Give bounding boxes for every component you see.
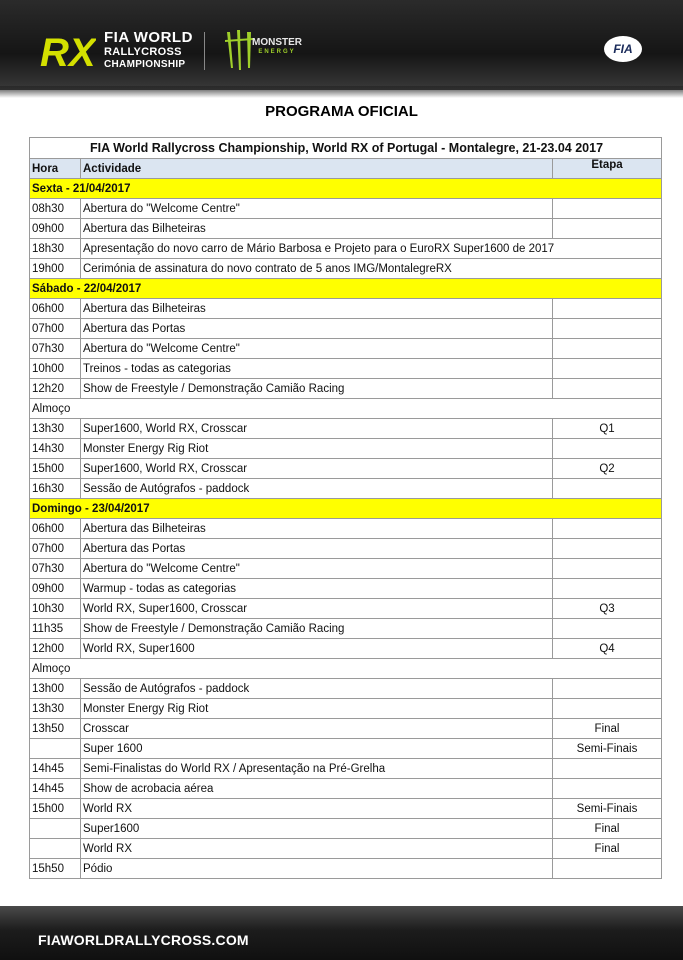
sponsor-sub: ENERGY [258,49,296,55]
hora-cell: 10h30 [30,599,81,619]
wordmark-line3: CHAMPIONSHIP [104,59,186,70]
table-row [30,679,662,699]
etapa-cell [553,379,662,399]
rx-logo-mark: RX [40,31,96,70]
monster-claw-icon [222,28,256,72]
column-header-row [30,159,662,179]
etapa-cell [553,199,662,219]
hora-cell: 08h30 [30,199,81,219]
hora-cell: 13h30 [30,699,81,719]
etapa-cell [553,339,662,359]
table-row [30,379,662,399]
actividade-cell: Warmup - todas as categorias [81,579,553,599]
hora-cell: 13h30 [30,419,81,439]
actividade-cell: Abertura do "Welcome Centre" [81,339,553,359]
schedule-table [29,137,662,879]
actividade-cell: Abertura das Bilheteiras [81,299,553,319]
etapa-cell [553,559,662,579]
day-header-row [30,279,662,299]
day-header-row [30,499,662,519]
actividade-cell: Show de Freestyle / Demonstração Camião Racing [81,619,553,639]
table-row [30,599,662,619]
etapa-cell [553,359,662,379]
hora-cell [30,819,81,839]
etapa-cell [553,539,662,559]
table-row [30,759,662,779]
hora-cell [30,739,81,759]
table-row [30,459,662,479]
table-row [30,859,662,879]
etapa-cell: Q1 [553,419,662,439]
day-label: Domingo - 23/04/2017 [30,499,662,519]
day-label: Sexta - 21/04/2017 [30,179,662,199]
actividade-cell: Treinos - todas as categorias [81,359,553,379]
actividade-cell: Show de Freestyle / Demonstração Camião Racing [81,379,553,399]
hora-cell: 13h00 [30,679,81,699]
actividade-cell: Crosscar [81,719,553,739]
etapa-cell [553,579,662,599]
etapa-cell [553,779,662,799]
table-row [30,259,662,279]
table-row [30,199,662,219]
actividade-cell: Super1600, World RX, Crosscar [81,419,553,439]
monster-energy-logo [252,38,302,55]
etapa-cell: Final [553,719,662,739]
hora-cell: 14h45 [30,779,81,799]
etapa-cell [553,699,662,719]
hora-cell: 12h00 [30,639,81,659]
table-row [30,439,662,459]
actividade-cell: World RX, Super1600 [81,639,553,659]
table-row [30,419,662,439]
table-row [30,779,662,799]
hora-cell: 07h00 [30,319,81,339]
header-band [0,0,683,90]
hora-cell: 15h50 [30,859,81,879]
hora-cell: 18h30 [30,239,81,259]
hora-cell: 09h00 [30,579,81,599]
sponsor-name: MONSTER [252,37,302,48]
table-row [30,639,662,659]
actividade-cell: Monster Energy Rig Riot [81,699,553,719]
actividade-cell: Abertura das Portas [81,539,553,559]
wordmark-line1: FIA WORLD [104,29,193,46]
actividade-cell: Super1600 [81,819,553,839]
etapa-cell: Semi-Finais [553,799,662,819]
etapa-cell: Semi-Finais [553,739,662,759]
table-row [30,339,662,359]
etapa-cell [553,759,662,779]
actividade-cell: Monster Energy Rig Riot [81,439,553,459]
header-divider [204,32,205,70]
etapa-cell [553,319,662,339]
hora-cell: 07h30 [30,559,81,579]
hora-cell: 12h20 [30,379,81,399]
actividade-cell: Apresentação do novo carro de Mário Barbosa e Projeto para o EuroRX Super1600 de 2017 [81,239,662,259]
table-row [30,319,662,339]
table-row [30,239,662,259]
hora-cell: 13h50 [30,719,81,739]
etapa-cell: Final [553,839,662,859]
etapa-cell [553,439,662,459]
etapa-cell: Q3 [553,599,662,619]
actividade-cell: Abertura do "Welcome Centre" [81,559,553,579]
etapa-cell: Final [553,819,662,839]
actividade-cell: Pódio [81,859,553,879]
etapa-cell: Q2 [553,459,662,479]
hora-cell: 10h00 [30,359,81,379]
hora-cell: 09h00 [30,219,81,239]
rx-logo-icon [40,30,96,70]
column-header-etapa: Etapa [553,159,662,179]
table-row [30,719,662,739]
etapa-cell: Q4 [553,639,662,659]
table-row [30,299,662,319]
fia-logo: FIA [604,36,642,62]
table-row [30,519,662,539]
column-header-hora: Hora [30,159,81,179]
table-row [30,359,662,379]
table-row [30,399,662,419]
table-row [30,559,662,579]
hora-cell: 16h30 [30,479,81,499]
column-header-actividade: Actividade [81,159,553,179]
table-row [30,659,662,679]
actividade-cell: Show de acrobacia aérea [81,779,553,799]
actividade-cell: Super1600, World RX, Crosscar [81,459,553,479]
actividade-cell: World RX, Super1600, Crosscar [81,599,553,619]
table-title-row [30,138,662,159]
table-title: FIA World Rallycross Championship, World RX of Portugal - Montalegre, 21-23.04 2017 [30,138,662,159]
table-row [30,699,662,719]
hora-cell: 14h45 [30,759,81,779]
hora-cell: 19h00 [30,259,81,279]
hora-cell: 07h00 [30,539,81,559]
table-row [30,739,662,759]
break-label: Almoço [30,659,662,679]
actividade-cell: Abertura das Bilheteiras [81,519,553,539]
actividade-cell: Super 1600 [81,739,553,759]
etapa-cell [553,519,662,539]
etapa-cell [553,479,662,499]
actividade-cell: Cerimónia de assinatura do novo contrato de 5 anos IMG/MontalegreRX [81,259,662,279]
hora-cell [30,839,81,859]
table-row [30,579,662,599]
break-label: Almoço [30,399,662,419]
hora-cell: 14h30 [30,439,81,459]
championship-wordmark [104,30,193,70]
actividade-cell: Semi-Finalistas do World RX / Apresentação na Pré-Grelha [81,759,553,779]
actividade-cell: Sessão de Autógrafos - paddock [81,679,553,699]
day-header-row [30,179,662,199]
footer-website-link[interactable]: FIAWORLDRALLYCROSS.COM [38,932,249,948]
actividade-cell: Sessão de Autógrafos - paddock [81,479,553,499]
table-row [30,839,662,859]
actividade-cell: Abertura das Portas [81,319,553,339]
page-title: PROGRAMA OFICIAL [265,103,418,120]
hora-cell: 07h30 [30,339,81,359]
table-row [30,619,662,639]
wordmark-line2: RALLYCROSS [104,46,182,58]
etapa-cell [553,299,662,319]
actividade-cell: World RX [81,799,553,819]
etapa-cell [553,859,662,879]
etapa-cell [553,219,662,239]
hora-cell: 15h00 [30,799,81,819]
hora-cell: 06h00 [30,299,81,319]
hora-cell: 15h00 [30,459,81,479]
table-row [30,219,662,239]
actividade-cell: Abertura do "Welcome Centre" [81,199,553,219]
hora-cell: 11h35 [30,619,81,639]
etapa-cell [553,679,662,699]
hora-cell: 06h00 [30,519,81,539]
table-row [30,539,662,559]
day-label: Sábado - 22/04/2017 [30,279,662,299]
actividade-cell: World RX [81,839,553,859]
table-row [30,819,662,839]
actividade-cell: Abertura das Bilheteiras [81,219,553,239]
etapa-cell [553,619,662,639]
table-row [30,799,662,819]
table-row [30,479,662,499]
